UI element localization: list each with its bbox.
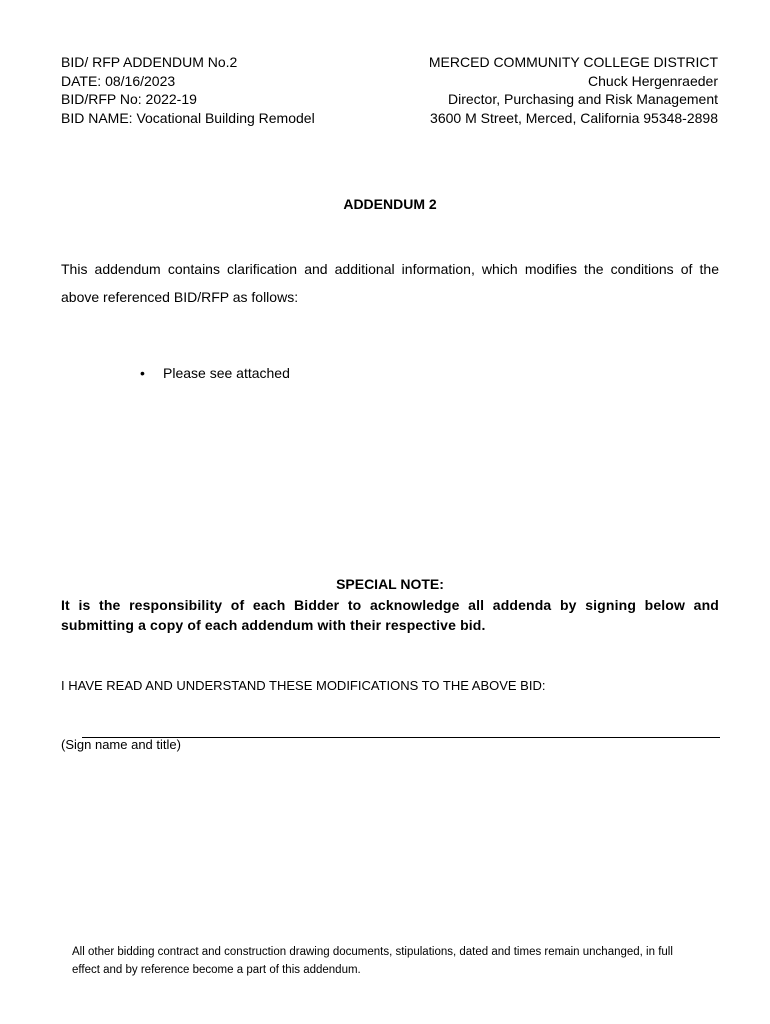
- district-info-block: [429, 53, 718, 127]
- list-item-text: Please see attached: [163, 365, 290, 381]
- district-name: MERCED COMMUNITY COLLEGE DISTRICT: [428, 54, 718, 70]
- footer-note: All other bidding contract and construction drawing documents, stipulations, dated and times remain unchanged, in full effect and by reference become a part of this addendum.: [72, 946, 673, 976]
- special-note-title: SPECIAL NOTE:: [336, 576, 444, 592]
- bullet-icon: •: [140, 365, 145, 381]
- signature-caption: (Sign name and title): [61, 737, 181, 752]
- acknowledgement-statement: I HAVE READ AND UNDERSTAND THESE MODIFICATIONS TO THE ABOVE BID:: [61, 678, 546, 693]
- contact-name: Chuck Hergenraeder: [588, 72, 718, 89]
- addendum-number: BID/ RFP ADDENDUM No.2: [61, 54, 238, 70]
- district-address: 3600 M Street, Merced, California 95348-2898: [430, 109, 718, 126]
- contact-title: Director, Purchasing and Risk Management: [447, 91, 718, 107]
- bid-rfp-number: BID/RFP No: 2022-19: [61, 91, 197, 107]
- addendum-date: DATE: 08/16/2023: [61, 72, 176, 89]
- intro-paragraph: This addendum contains clarification and additional information, which modifies the conditions of the above referenced BID/RFP as follows:: [61, 261, 719, 305]
- bid-name: BID NAME: Vocational Building Remodel: [61, 109, 315, 126]
- list-item: [140, 365, 290, 381]
- bid-info-block: [61, 53, 315, 127]
- special-note-body: It is the responsibility of each Bidder to acknowledge all addenda by signing below and submitting a copy of each addendum with their respective bid.: [61, 597, 719, 633]
- modifications-list: [140, 365, 290, 381]
- document-title: ADDENDUM 2: [343, 196, 437, 212]
